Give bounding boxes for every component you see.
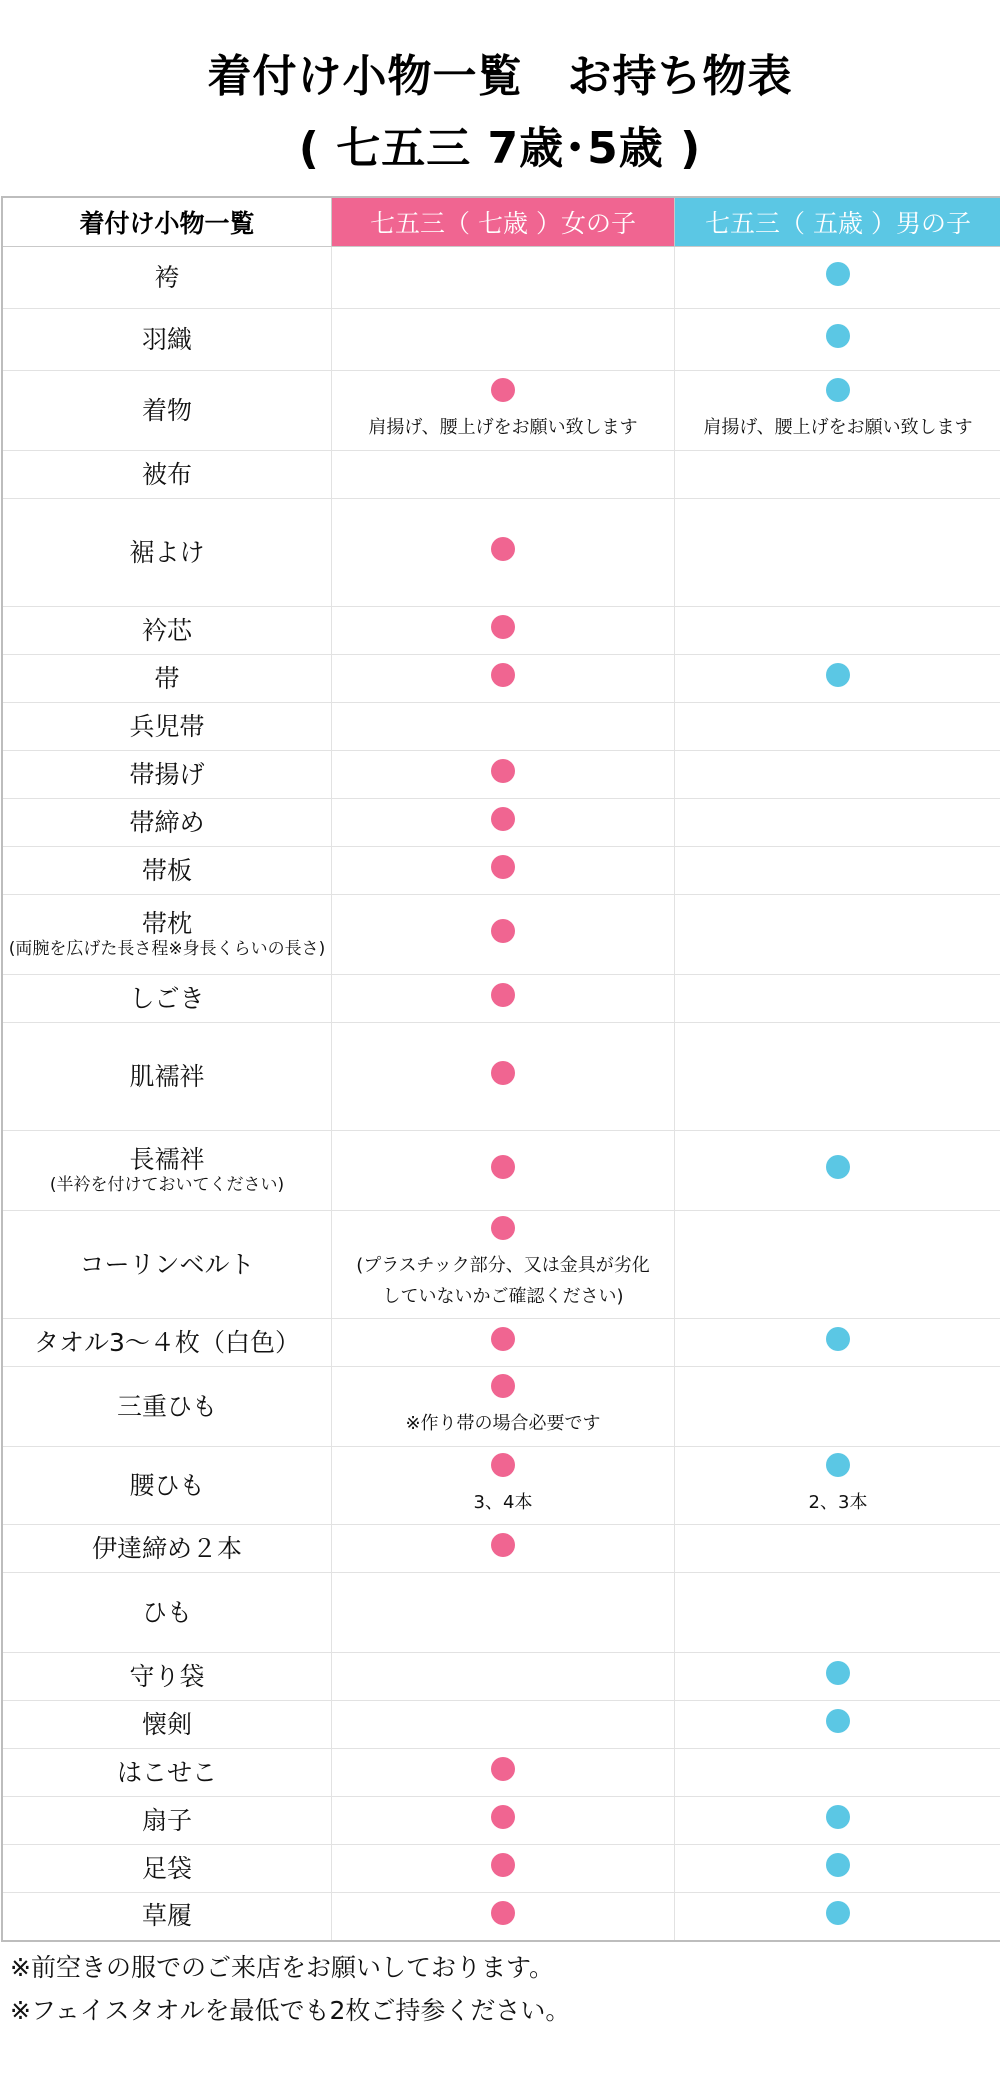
item-name: 草履 bbox=[141, 1901, 192, 1931]
table-row bbox=[2, 975, 1000, 1023]
boy-cell bbox=[675, 751, 1000, 799]
items-table bbox=[1, 196, 1000, 1942]
item-name: タオル3〜４枚（白色） bbox=[34, 1327, 300, 1357]
table-row bbox=[2, 499, 1000, 607]
pink-dot-icon bbox=[491, 855, 515, 879]
item-cell bbox=[2, 655, 332, 703]
table-row bbox=[2, 1023, 1000, 1131]
pink-dot-icon bbox=[491, 378, 515, 402]
pink-dot-icon bbox=[491, 1901, 515, 1925]
item-name: 肌襦袢 bbox=[129, 1061, 205, 1091]
boy-cell bbox=[675, 975, 1000, 1023]
girl-note: (プラスチック部分、又は金具が劣化していないかご確認ください) bbox=[356, 1255, 650, 1307]
boy-cell bbox=[675, 309, 1000, 371]
item-subnote: (両腕を広げた長さ程※身長くらいの長さ) bbox=[8, 939, 326, 960]
item-name: 帯枕 bbox=[141, 909, 192, 939]
item-cell bbox=[2, 1573, 332, 1653]
girl-cell bbox=[332, 751, 675, 799]
boy-cell bbox=[675, 1573, 1000, 1653]
item-cell bbox=[2, 1701, 332, 1749]
footer-note-2: ※フェイスタオルを最低でも2枚ご持参ください。 bbox=[10, 1996, 571, 2025]
blue-dot-icon bbox=[826, 1901, 850, 1925]
table-row bbox=[2, 1893, 1000, 1941]
item-name: 長襦袢 bbox=[129, 1145, 205, 1175]
item-cell bbox=[2, 607, 332, 655]
table-row bbox=[2, 1525, 1000, 1573]
item-name: 兵児帯 bbox=[129, 711, 205, 741]
item-cell bbox=[2, 371, 332, 451]
boy-cell bbox=[675, 1211, 1000, 1319]
blue-dot-icon bbox=[826, 1661, 850, 1685]
page-title: 着付け小物一覧 お持ち物表 bbox=[207, 51, 793, 102]
item-name: 袴 bbox=[154, 262, 180, 292]
pink-dot-icon bbox=[491, 1374, 515, 1398]
girl-cell bbox=[332, 1749, 675, 1797]
table-row bbox=[2, 847, 1000, 895]
table-row bbox=[2, 1367, 1000, 1447]
boy-cell bbox=[675, 1749, 1000, 1797]
item-name: 守り袋 bbox=[129, 1661, 205, 1691]
blue-dot-icon bbox=[826, 1327, 850, 1351]
blue-dot-icon bbox=[826, 324, 850, 348]
table-row bbox=[2, 1211, 1000, 1319]
item-cell bbox=[2, 1211, 332, 1319]
item-cell bbox=[2, 1653, 332, 1701]
table-row bbox=[2, 1319, 1000, 1367]
item-cell bbox=[2, 1447, 332, 1525]
girl-cell bbox=[332, 371, 675, 451]
boy-cell bbox=[675, 1701, 1000, 1749]
table-header-row bbox=[2, 197, 1000, 247]
boy-cell bbox=[675, 1893, 1000, 1941]
item-name: 三重ひも bbox=[116, 1391, 217, 1421]
header-boy: 七五三（ 五歳 ）男の子 bbox=[675, 197, 1000, 247]
pink-dot-icon bbox=[491, 615, 515, 639]
footer-note-1: ※前空きの服でのご来店をお願いしております。 bbox=[10, 1953, 554, 1982]
item-cell bbox=[2, 799, 332, 847]
girl-cell bbox=[332, 1367, 675, 1447]
table-row bbox=[2, 895, 1000, 975]
item-cell bbox=[2, 703, 332, 751]
item-cell bbox=[2, 1525, 332, 1573]
item-cell bbox=[2, 309, 332, 371]
boy-cell bbox=[675, 1319, 1000, 1367]
item-name: 裾よけ bbox=[129, 537, 205, 567]
table-row bbox=[2, 1653, 1000, 1701]
boy-cell bbox=[675, 1131, 1000, 1211]
girl-cell bbox=[332, 1319, 675, 1367]
blue-dot-icon bbox=[826, 262, 850, 286]
blue-dot-icon bbox=[826, 663, 850, 687]
girl-cell bbox=[332, 607, 675, 655]
girl-cell bbox=[332, 1653, 675, 1701]
table-row bbox=[2, 1701, 1000, 1749]
girl-cell bbox=[332, 1893, 675, 1941]
item-cell bbox=[2, 247, 332, 309]
girl-cell bbox=[332, 847, 675, 895]
pink-dot-icon bbox=[491, 1061, 515, 1085]
boy-cell bbox=[675, 499, 1000, 607]
pink-dot-icon bbox=[491, 663, 515, 687]
item-cell bbox=[2, 751, 332, 799]
pink-dot-icon bbox=[491, 1757, 515, 1781]
girl-cell bbox=[332, 1131, 675, 1211]
girl-cell bbox=[332, 1447, 675, 1525]
pink-dot-icon bbox=[491, 807, 515, 831]
item-name: ひも bbox=[141, 1597, 192, 1627]
pink-dot-icon bbox=[491, 1533, 515, 1557]
item-name: 懐剣 bbox=[141, 1709, 192, 1739]
blue-dot-icon bbox=[826, 1453, 850, 1477]
item-name: 被布 bbox=[141, 459, 192, 489]
table-row bbox=[2, 703, 1000, 751]
boy-cell bbox=[675, 371, 1000, 451]
item-name: しごき bbox=[129, 983, 205, 1013]
boy-cell bbox=[675, 247, 1000, 309]
table-row bbox=[2, 1797, 1000, 1845]
item-cell bbox=[2, 1131, 332, 1211]
item-cell bbox=[2, 499, 332, 607]
item-name: 扇子 bbox=[141, 1805, 192, 1835]
item-cell bbox=[2, 1797, 332, 1845]
item-name: はこせこ bbox=[116, 1757, 217, 1787]
girl-cell bbox=[332, 309, 675, 371]
girl-cell bbox=[332, 703, 675, 751]
boy-cell bbox=[675, 895, 1000, 975]
pink-dot-icon bbox=[491, 1853, 515, 1877]
table-row bbox=[2, 655, 1000, 703]
boy-cell bbox=[675, 799, 1000, 847]
item-name: 伊達締め２本 bbox=[91, 1533, 242, 1563]
boy-cell bbox=[675, 1525, 1000, 1573]
table-row bbox=[2, 1749, 1000, 1797]
boy-note: 肩揚げ、腰上げをお願い致します bbox=[703, 416, 973, 438]
boy-cell bbox=[675, 451, 1000, 499]
table-row bbox=[2, 1447, 1000, 1525]
header-girl: 七五三（ 七歳 ）女の子 bbox=[332, 197, 675, 247]
item-cell bbox=[2, 895, 332, 975]
pink-dot-icon bbox=[491, 759, 515, 783]
item-cell bbox=[2, 451, 332, 499]
table-row bbox=[2, 371, 1000, 451]
boy-cell bbox=[675, 703, 1000, 751]
girl-cell bbox=[332, 1701, 675, 1749]
boy-cell bbox=[675, 1845, 1000, 1893]
girl-cell bbox=[332, 499, 675, 607]
item-name: コーリンベルト bbox=[79, 1249, 255, 1279]
boy-cell bbox=[675, 1447, 1000, 1525]
pink-dot-icon bbox=[491, 983, 515, 1007]
boy-cell bbox=[675, 1023, 1000, 1131]
item-cell bbox=[2, 1749, 332, 1797]
blue-dot-icon bbox=[826, 1805, 850, 1829]
table-row bbox=[2, 1845, 1000, 1893]
girl-cell bbox=[332, 1525, 675, 1573]
girl-cell bbox=[332, 975, 675, 1023]
item-cell bbox=[2, 1845, 332, 1893]
table-row bbox=[2, 607, 1000, 655]
girl-cell bbox=[332, 1023, 675, 1131]
blue-dot-icon bbox=[826, 378, 850, 402]
boy-cell bbox=[675, 1797, 1000, 1845]
item-name: 帯締め bbox=[129, 807, 205, 837]
girl-cell bbox=[332, 451, 675, 499]
girl-cell bbox=[332, 1845, 675, 1893]
girl-cell bbox=[332, 655, 675, 703]
pink-dot-icon bbox=[491, 1805, 515, 1829]
item-cell bbox=[2, 1023, 332, 1131]
boy-cell bbox=[675, 847, 1000, 895]
item-name: 帯 bbox=[154, 663, 180, 693]
blue-dot-icon bbox=[826, 1709, 850, 1733]
pink-dot-icon bbox=[491, 1453, 515, 1477]
boy-cell bbox=[675, 655, 1000, 703]
girl-cell bbox=[332, 799, 675, 847]
page-subtitle: ( 七五三 7歳･5歳 ) bbox=[298, 123, 702, 174]
pink-dot-icon bbox=[491, 537, 515, 561]
girl-cell bbox=[332, 895, 675, 975]
item-name: 羽織 bbox=[141, 324, 192, 354]
pink-dot-icon bbox=[491, 1216, 515, 1240]
item-cell bbox=[2, 1893, 332, 1941]
table-row bbox=[2, 1131, 1000, 1211]
table-row bbox=[2, 1573, 1000, 1653]
item-cell bbox=[2, 1367, 332, 1447]
item-name: 足袋 bbox=[141, 1853, 192, 1883]
item-cell bbox=[2, 1319, 332, 1367]
item-cell bbox=[2, 847, 332, 895]
item-name: 腰ひも bbox=[129, 1470, 205, 1500]
pink-dot-icon bbox=[491, 1155, 515, 1179]
item-name: 帯板 bbox=[141, 855, 192, 885]
girl-cell bbox=[332, 1797, 675, 1845]
girl-cell bbox=[332, 247, 675, 309]
item-name: 衿芯 bbox=[141, 615, 192, 645]
boy-cell bbox=[675, 607, 1000, 655]
table-row bbox=[2, 451, 1000, 499]
item-name: 帯揚げ bbox=[129, 759, 205, 789]
girl-note: 肩揚げ、腰上げをお願い致します bbox=[368, 416, 638, 438]
boy-cell bbox=[675, 1653, 1000, 1701]
boy-note: 2、3本 bbox=[808, 1491, 868, 1513]
girl-cell bbox=[332, 1211, 675, 1319]
item-cell bbox=[2, 975, 332, 1023]
blue-dot-icon bbox=[826, 1155, 850, 1179]
pink-dot-icon bbox=[491, 1327, 515, 1351]
girl-note: 3、4本 bbox=[473, 1491, 533, 1513]
boy-cell bbox=[675, 1367, 1000, 1447]
table-row bbox=[2, 247, 1000, 309]
blue-dot-icon bbox=[826, 1853, 850, 1877]
table-row bbox=[2, 799, 1000, 847]
item-name: 着物 bbox=[141, 395, 192, 425]
item-subnote: (半衿を付けておいてください) bbox=[49, 1175, 285, 1196]
girl-cell bbox=[332, 1573, 675, 1653]
table-row bbox=[2, 751, 1000, 799]
girl-note: ※作り帯の場合必要です bbox=[405, 1412, 601, 1434]
table-row bbox=[2, 309, 1000, 371]
pink-dot-icon bbox=[491, 919, 515, 943]
header-item: 着付け小物一覧 bbox=[2, 197, 332, 247]
